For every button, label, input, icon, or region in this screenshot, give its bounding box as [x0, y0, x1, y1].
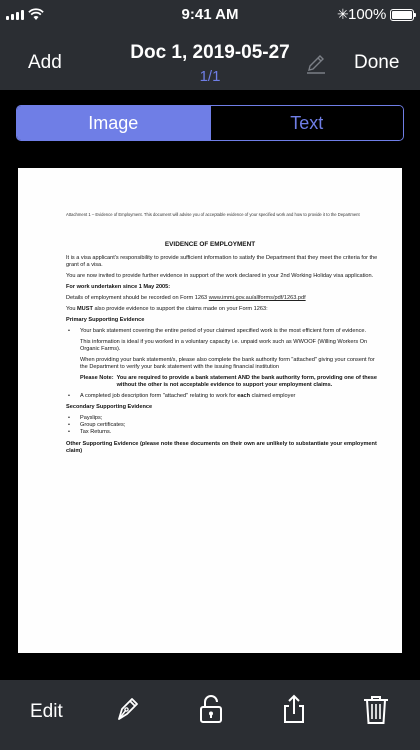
signature-pen-icon[interactable]: [113, 693, 143, 725]
scanned-page[interactable]: [18, 168, 402, 653]
doc-paragraph: [66, 295, 384, 302]
doc-note-label: Please Note:: [80, 375, 114, 381]
doc-indented-paragraph: This information is ideal if you worked in a voluntary capacity i.e. unpaid work such as WWOOF (Willing Workers On Organic Farms).: [80, 339, 368, 352]
doc-indented-paragraph: When providing your bank statement/s, please also complete the bank authority form "attached" giving your consent for the Department to verify your bank statement with the issuing financial institution: [80, 357, 375, 370]
document-title[interactable]: Doc 1, 2019-05-27: [130, 42, 290, 63]
battery-percent: 100%: [348, 6, 387, 23]
doc-list-item: • Tax Returns.: [66, 429, 384, 436]
doc-list-item: • Payslips;: [66, 415, 384, 422]
done-button[interactable]: Done: [354, 52, 400, 73]
doc-text-bold: MUST: [77, 306, 93, 312]
doc-paragraph: It is a visa applicant's responsibility to provide sufficient information to satisfy the Department that they meet the criteria for the grant of a visa.: [66, 255, 378, 268]
nav-bar: [0, 0, 420, 90]
doc-heading: Other Supporting Evidence (please note these documents on their own are unlikely to substantiate your employment claim): [66, 441, 377, 454]
segment-text[interactable]: Text: [210, 106, 404, 140]
doc-heading: Secondary Supporting Evidence: [66, 404, 153, 410]
page-counter: 1/1: [199, 68, 221, 85]
doc-text-bold: each: [237, 393, 251, 399]
doc-link: www.immi.gov.au/allforms/pdf/1263.pdf: [208, 295, 306, 301]
doc-secondary-list: [66, 415, 384, 436]
doc-paragraph: You are now invited to provide further evidence in support of the work declared in your 2nd Working Holiday visa application.: [66, 273, 374, 279]
doc-header-note: Attachment 1 – Evidence of Employment. This document will advise you of acceptable evidence of your specified work and how to provide it to the Department: [66, 212, 360, 217]
doc-text: also provide evidence to support the claims made on your Form 1263:: [94, 306, 268, 312]
document-preview-area: [0, 150, 420, 680]
doc-note-text: You are required to provide a bank statement AND the bank authority form, providing one of these without the other is not acceptable evidence to support your employment claims.: [116, 375, 378, 388]
battery-level: [392, 11, 412, 19]
trash-icon[interactable]: [361, 693, 391, 725]
view-mode-segmented-control: [16, 105, 404, 141]
doc-list-item: • Group certificates;: [66, 422, 384, 429]
status-time: 9:41 AM: [181, 6, 239, 23]
battery-icon: [390, 9, 414, 21]
doc-note: [66, 375, 384, 393]
bottom-toolbar: [0, 680, 420, 750]
segment-image[interactable]: Image: [17, 106, 210, 140]
doc-body: [66, 255, 384, 459]
pencil-square-icon[interactable]: [305, 52, 327, 74]
share-icon[interactable]: [279, 693, 309, 725]
doc-text: A completed job description form "attached" relating to work for: [80, 393, 236, 399]
status-bar: [0, 0, 420, 30]
unlock-icon[interactable]: [196, 693, 226, 725]
doc-bullet: • Your bank statement covering the entire period of your claimed specified work is the most efficient form of evidence.: [66, 328, 384, 335]
edit-button[interactable]: Edit: [30, 701, 63, 722]
doc-title: EVIDENCE OF EMPLOYMENT: [164, 241, 256, 248]
doc-text: You: [66, 306, 76, 312]
doc-text: claimed employer: [251, 393, 296, 399]
bluetooth-icon: ✳: [337, 6, 349, 22]
doc-bullet: [66, 393, 384, 400]
doc-heading: For work undertaken since 1 May 2005:: [66, 284, 171, 290]
doc-paragraph: [66, 306, 384, 313]
add-button[interactable]: Add: [28, 52, 62, 73]
doc-text: Details of employment should be recorded on Form 1263: [66, 295, 208, 301]
doc-heading: Primary Supporting Evidence: [66, 317, 145, 323]
